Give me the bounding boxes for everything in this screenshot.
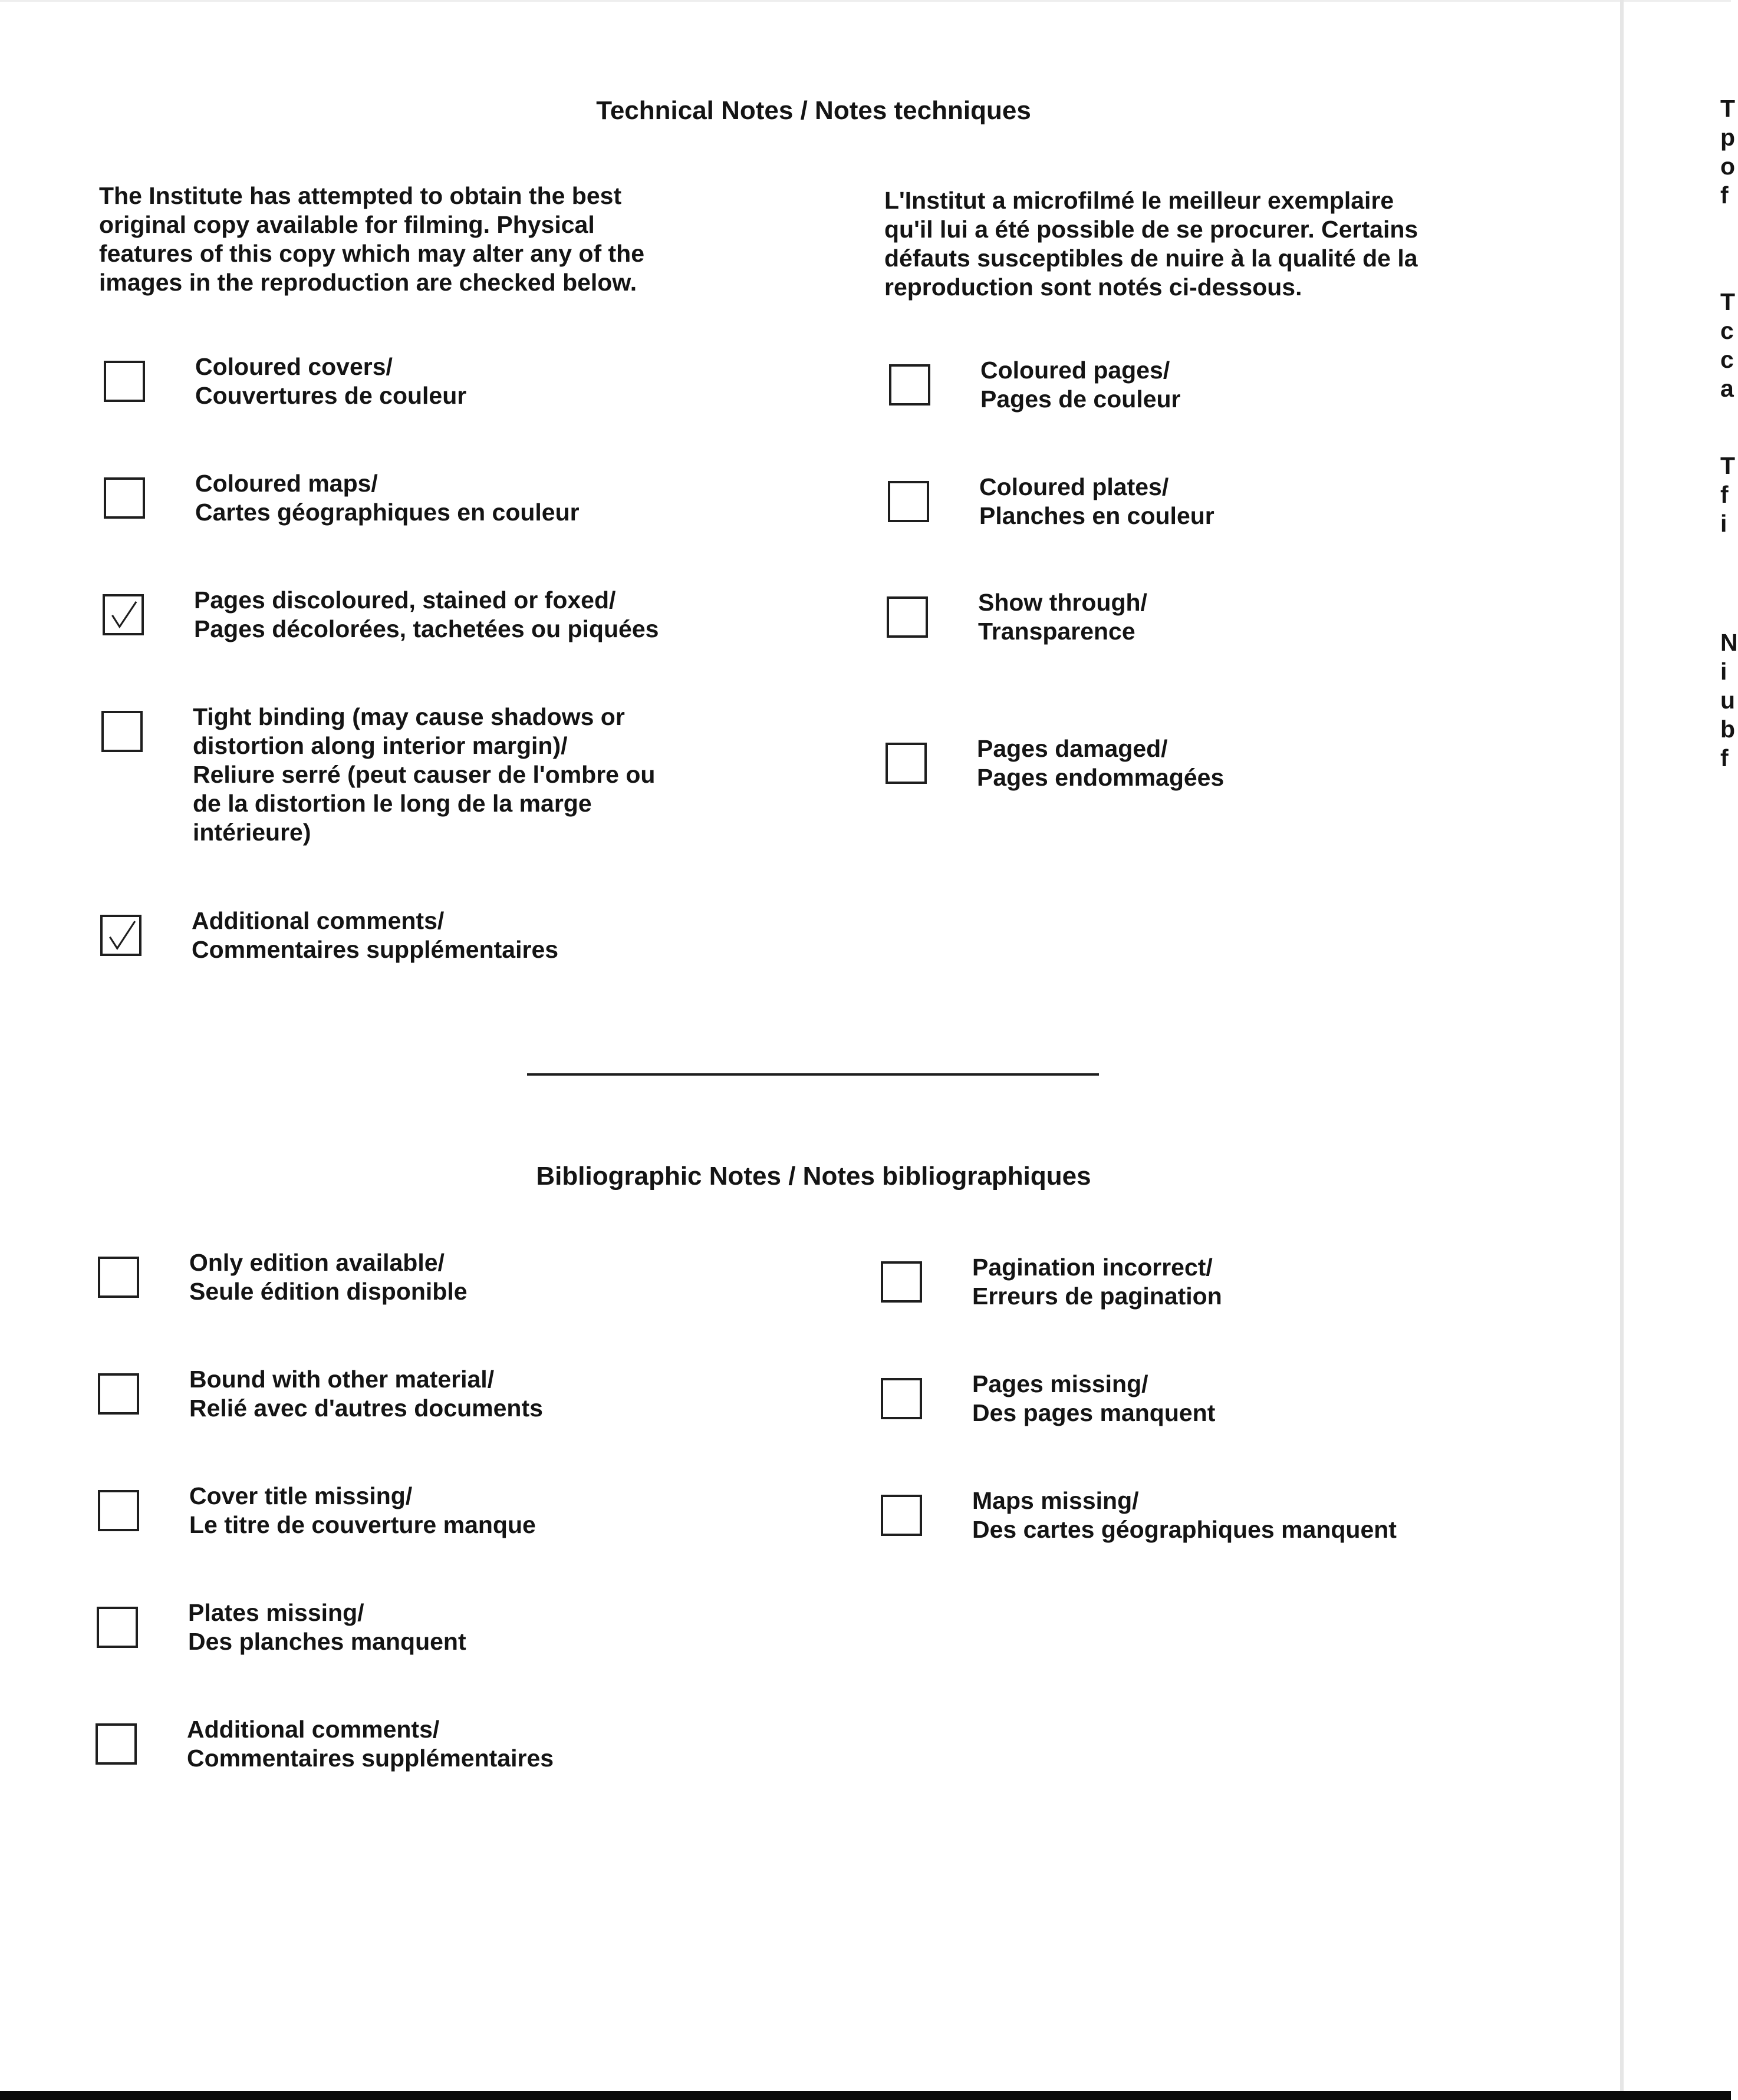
technical-intro-french bbox=[884, 186, 1418, 302]
checkbox[interactable] bbox=[98, 1373, 139, 1415]
checkbox-label: Maps missing/ Des cartes géographiques manquent bbox=[972, 1487, 1397, 1543]
intro-line: features of this copy which may alter any of the bbox=[99, 240, 645, 267]
checkbox-label: Pages damaged/ Pages endommagées bbox=[977, 735, 1224, 791]
checkbox-checked[interactable] bbox=[100, 915, 141, 956]
checkbox[interactable] bbox=[97, 1607, 138, 1648]
next-page-fragment: T f i bbox=[1720, 452, 1736, 537]
check-mark-icon bbox=[103, 917, 139, 954]
checkbox-label: Plates missing/ Des planches manquent bbox=[188, 1599, 466, 1655]
checkbox-label: Coloured maps/ Cartes géographiques en couleur bbox=[195, 470, 580, 526]
checkbox-label: Pages discoloured, stained or foxed/ Pages décolorées, tachetées ou piquées bbox=[194, 586, 659, 642]
checkbox[interactable] bbox=[96, 1723, 137, 1765]
checkbox-label: Coloured plates/ Planches en couleur bbox=[979, 473, 1214, 529]
checkbox[interactable] bbox=[881, 1378, 922, 1419]
intro-line: qu'il lui a été possible de se procurer. Certains bbox=[884, 216, 1418, 243]
checkbox-checked[interactable] bbox=[103, 594, 144, 635]
section-divider bbox=[527, 1073, 1099, 1076]
bibliographic-notes-title: Bibliographic Notes / Notes bibliographiques bbox=[536, 1162, 1091, 1191]
next-page-fragment: T p o f bbox=[1720, 95, 1736, 209]
checkbox[interactable] bbox=[101, 711, 143, 752]
checkbox[interactable] bbox=[888, 481, 929, 522]
intro-line: reproduction sont notés ci-dessous. bbox=[884, 273, 1302, 301]
intro-line: défauts susceptibles de nuire à la qualité de la bbox=[884, 245, 1418, 272]
checkbox[interactable] bbox=[881, 1495, 922, 1536]
page-fold-edge bbox=[1620, 0, 1624, 2100]
intro-line: L'Institut a microfilmé le meilleur exemplaire bbox=[884, 187, 1394, 214]
checkbox-label: Tight binding (may cause shadows or distortion along interior margin)/ Reliure serré (peut causer de l'ombre ou de la distortion le long de la marge intérieure) bbox=[193, 703, 656, 846]
checkbox-label: Show through/ Transparence bbox=[978, 589, 1147, 645]
next-page-fragment: T c c a bbox=[1720, 288, 1736, 402]
intro-line: images in the reproduction are checked below. bbox=[99, 269, 637, 296]
checkbox-label: Additional comments/ Commentaires supplémentaires bbox=[187, 1716, 554, 1772]
checkbox[interactable] bbox=[98, 1490, 139, 1531]
checkbox[interactable] bbox=[887, 596, 928, 638]
checkbox-label: Pagination incorrect/ Erreurs de pagination bbox=[972, 1254, 1222, 1310]
next-page-fragment: N i u b f bbox=[1720, 629, 1738, 772]
checkbox[interactable] bbox=[881, 1261, 922, 1303]
checkbox-label: Coloured covers/ Couvertures de couleur bbox=[195, 353, 467, 409]
checkbox[interactable] bbox=[98, 1257, 139, 1298]
top-edge bbox=[0, 0, 1731, 2]
checkbox-label: Pages missing/ Des pages manquent bbox=[972, 1370, 1216, 1426]
bottom-edge bbox=[0, 2091, 1731, 2100]
checkbox[interactable] bbox=[889, 364, 930, 406]
intro-line: original copy available for filming. Physical bbox=[99, 211, 595, 238]
checkbox[interactable] bbox=[104, 361, 145, 402]
checkbox-label: Cover title missing/ Le titre de couverture manque bbox=[189, 1482, 536, 1538]
checkbox-label: Only edition available/ Seule édition disponible bbox=[189, 1249, 468, 1305]
check-mark-icon bbox=[105, 596, 141, 633]
checkbox[interactable] bbox=[886, 743, 927, 784]
technical-intro-english bbox=[99, 182, 644, 297]
checkbox[interactable] bbox=[104, 477, 145, 519]
checkbox-label: Additional comments/ Commentaires supplémentaires bbox=[192, 907, 559, 963]
technical-notes-title: Technical Notes / Notes techniques bbox=[596, 96, 1031, 125]
intro-line: The Institute has attempted to obtain the best bbox=[99, 182, 622, 209]
checkbox-label: Coloured pages/ Pages de couleur bbox=[980, 357, 1181, 413]
checkbox-label: Bound with other material/ Relié avec d'autres documents bbox=[189, 1366, 543, 1422]
